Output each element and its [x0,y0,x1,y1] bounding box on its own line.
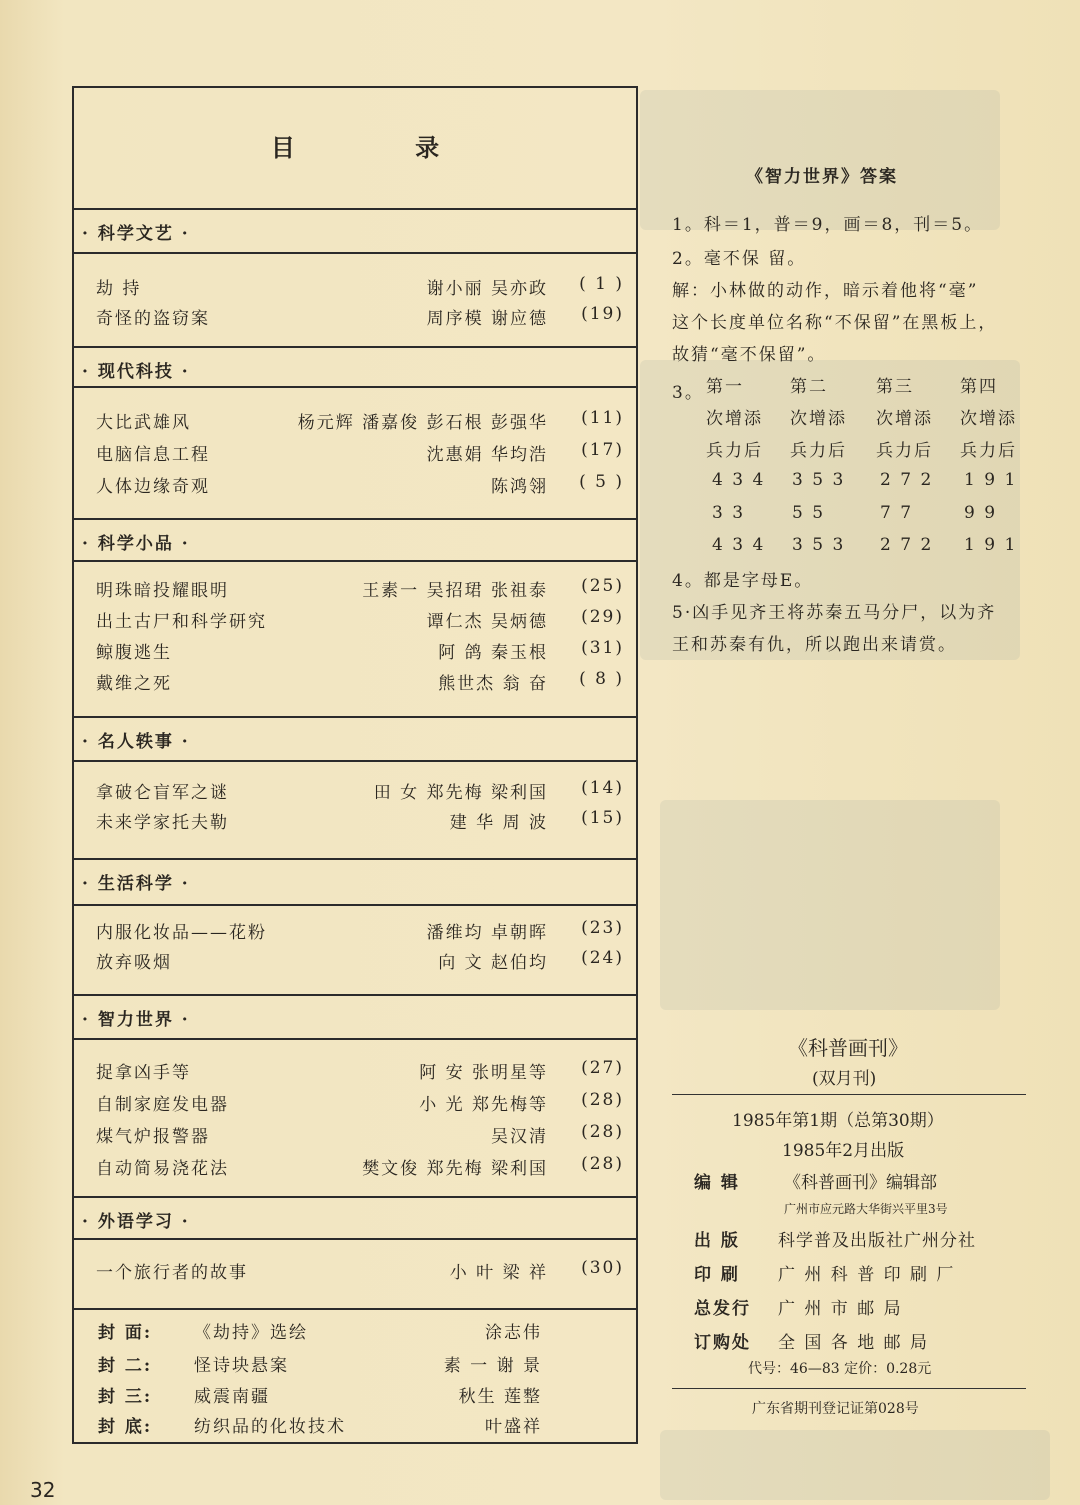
answer-5: 5·凶手见齐王将苏秦五马分尸，以为齐 [672,603,997,623]
price-code: 代号：46—83 定价：0.28元 [748,1361,932,1377]
toc-entry[interactable]: 明珠暗投耀眼明 王素一 吴招珺 张祖泰 (25) [96,576,624,601]
toc-entry[interactable]: 自动简易浇花法 樊文俊 郑先梅 梁利国 (28) [96,1154,624,1179]
order-label: 订购处 [694,1333,751,1353]
table-of-contents [72,86,638,1444]
toc-entry[interactable]: 出土古尸和科学研究 谭仁杰 吴炳德 (29) [96,607,624,632]
cover-credit: 封 底: 纺织品的化妆技术 叶盛祥 [98,1417,542,1437]
background-illustration [660,800,1000,1010]
order: 全 国 各 地 邮 局 [778,1333,930,1353]
section-heading: · 名人轶事 · [74,716,636,762]
toc-entry[interactable]: 自制家庭发电器 小 光 郑先梅等 (28) [96,1090,624,1115]
toc-entry[interactable]: 内服化妆品——花粉 潘维均 卓朝晖 (23) [96,918,624,943]
toc-entry[interactable]: 人体边缘奇观 陈鸿翎 ( 5 ) [96,472,624,497]
answer-2-explain: 解：小林做的动作，暗示着他将“毫” [672,281,979,301]
toc-entry[interactable]: 放弃吸烟 向 文 赵伯均 (24) [96,948,624,973]
editor: 《科普画刊》编辑部 [784,1173,937,1193]
section-heading: · 生活科学 · [74,858,636,906]
section-heading: · 外语学习 · [74,1196,636,1240]
divider [672,1094,1026,1095]
publisher: 科学普及出版社广州分社 [778,1231,976,1251]
toc-entry[interactable]: 拿破仑盲军之谜 田 女 郑先梅 梁利国 (14) [96,778,624,803]
toc-entry[interactable]: 未来学家托夫勒 建 华 周 波 (15) [96,808,624,833]
toc-entry[interactable]: 电脑信息工程 沈惠娟 华均浩 (17) [96,440,624,465]
answer-2-explain: 故猜“毫不保留”。 [672,345,827,365]
printer-label: 印 刷 [694,1265,740,1285]
section-heading: · 智力世界 · [74,994,636,1040]
address: 广州市应元路大华街兴平里3号 [784,1202,948,1216]
answer-3-number: 3。 [672,383,704,403]
registration-number: 广东省期刊登记证第028号 [752,1401,919,1417]
toc-entry[interactable]: 劫 持 谢小丽 吴亦政 ( 1 ) [96,274,624,299]
background-illustration [640,90,1000,230]
answer-2-explain: 这个长度单位名称“不保留”在黑板上， [672,313,998,333]
toc-entry[interactable]: 一个旅行者的故事 小 叶 梁 祥 (30) [96,1258,624,1283]
section-heading: · 科学小品 · [74,518,636,562]
toc-entry[interactable]: 鲸腹逃生 阿 鸽 秦玉根 (31) [96,638,624,663]
publication-name: 《科普画刊》 [788,1036,908,1060]
answer-1: 1。科＝1，普＝9，画＝8，刊＝5。 [672,215,984,235]
toc-entry[interactable]: 大比武雄风 杨元辉 潘嘉俊 彭石根 彭强华 (11) [96,408,624,433]
publish-date: 1985年2月出版 [782,1141,905,1161]
editor-label: 编 辑 [694,1173,740,1193]
issue-number: 1985年第1期（总第30期） [732,1111,944,1131]
toc-entry[interactable]: 煤气炉报警器 吴汉清 (28) [96,1122,624,1147]
publication-frequency: (双月刊) [812,1069,877,1089]
divider [672,1388,1026,1389]
background-illustration [660,1430,1050,1500]
answer-4: 4。都是字母E。 [672,571,814,591]
section-heading: · 科学文艺 · [74,208,636,254]
toc-title: 目 录 [270,133,496,162]
toc-entry[interactable]: 戴维之死 熊世杰 翁 奋 ( 8 ) [96,669,624,694]
divider [74,1308,636,1310]
toc-entry[interactable]: 奇怪的盗窃案 周序模 谢应德 (19) [96,304,624,329]
answer-2: 2。毫不保 留。 [672,249,807,269]
toc-entry[interactable]: 捉拿凶手等 阿 安 张明星等 (27) [96,1058,624,1083]
cover-credit: 封 面: 《劫持》选绘 涂志伟 [98,1323,542,1343]
section-heading: · 现代科技 · [74,346,636,388]
answers-title: 《智力世界》答案 [746,167,898,187]
distributor: 广 州 市 邮 局 [778,1299,903,1319]
cover-credit: 封 三: 威震南疆 秋生 莲整 [98,1387,542,1407]
page-number: 32 [30,1478,56,1502]
magazine-page: 目 录 · 科学文艺 · 劫 持 谢小丽 吴亦政 ( 1 ) 奇怪的盗窃案 周序模 谢应德 (19) · 现代科技 · 大比武雄风 杨元辉 潘嘉俊 彭石根 彭强华 (11) 电脑信息工程 沈惠娟 华均浩 (17) 人体边缘奇观 陈鸿翎 ( 5 ) · 科学小品 · 明珠暗投耀眼明 王素一 吴招珺 张祖泰 (25) 出土古尸和科学研究 谭仁杰 吴炳德 (29) 鲸腹逃生 阿 鸽 秦玉根 (31) 戴维之死 熊世杰 翁 奋 ( 8 ) · 名人轶事 · 拿破仑盲军之谜 田 女 郑先梅 梁利国 (14) 未来学家托夫勒 建 华 周 波 (15) · 生活科学 · 内服化妆品——花粉 潘维均 卓朝晖 (23) 放弃吸烟 向 文 赵伯均 (24) · 智力世界 · 捉拿凶手等 阿 安 张明星等 (27) 自制家庭发电器 小 光 郑先梅等 (28) 煤气炉报警器 吴汉清 (28) 自动简易浇花法 樊文俊 郑先梅 梁利国 (28) · 外语学习 · 一个旅行者的故事 小 叶 梁 祥 (30) 封 面: 《劫持》选绘 涂志伟 封 二: 怪诗块悬案 素 一 谢 景 封 三: 威震南疆 秋生 莲整 封 底: 纺织品的化妆技术 叶盛祥 《智力世界》答案 1。科＝1，普＝9，画＝8，刊＝5。 2。毫不保 留。 解：小林做的动作，暗示着他将“毫” 这个长度单位名称“不保留”在黑板上， 故猜“毫不保留”。 3。 第一 第二 第三 第四 次增添 次增添 次增添 次增添 兵力后 兵力后 兵力后 兵力后 4 3 4 3 5 3 2 7 2 1 9 1 3 3 5 5 7 7 9 9 4 3 4 3 5 3 2 7 2 1 9 1 4。都是字母E。 5·凶手见齐王将苏秦五马分尸，以为齐 王和苏秦有仇，所以跑出来请赏。 《科普画刊》 (双月刊) 1985年第1期（总第30期） 1985年2月出版 编 辑 《科普画刊》编辑部 广州市应元路大华街兴平里3号 出 版 科学普及出版社广州分社 印 刷 广 州 科 普 印 刷 厂 总发行 广 州 市 邮 局 订购处 全 国 各 地 邮 局 代号：46—83 定价：0.28元 广东省期刊登记证第028号 32 [0,0,1080,1505]
publisher-label: 出 版 [694,1231,740,1251]
answer-5: 王和苏秦有仇，所以跑出来请赏。 [672,635,957,655]
printer: 广 州 科 普 印 刷 厂 [778,1265,956,1285]
cover-credit: 封 二: 怪诗块悬案 素 一 谢 景 [98,1356,542,1376]
distributor-label: 总发行 [694,1299,751,1319]
